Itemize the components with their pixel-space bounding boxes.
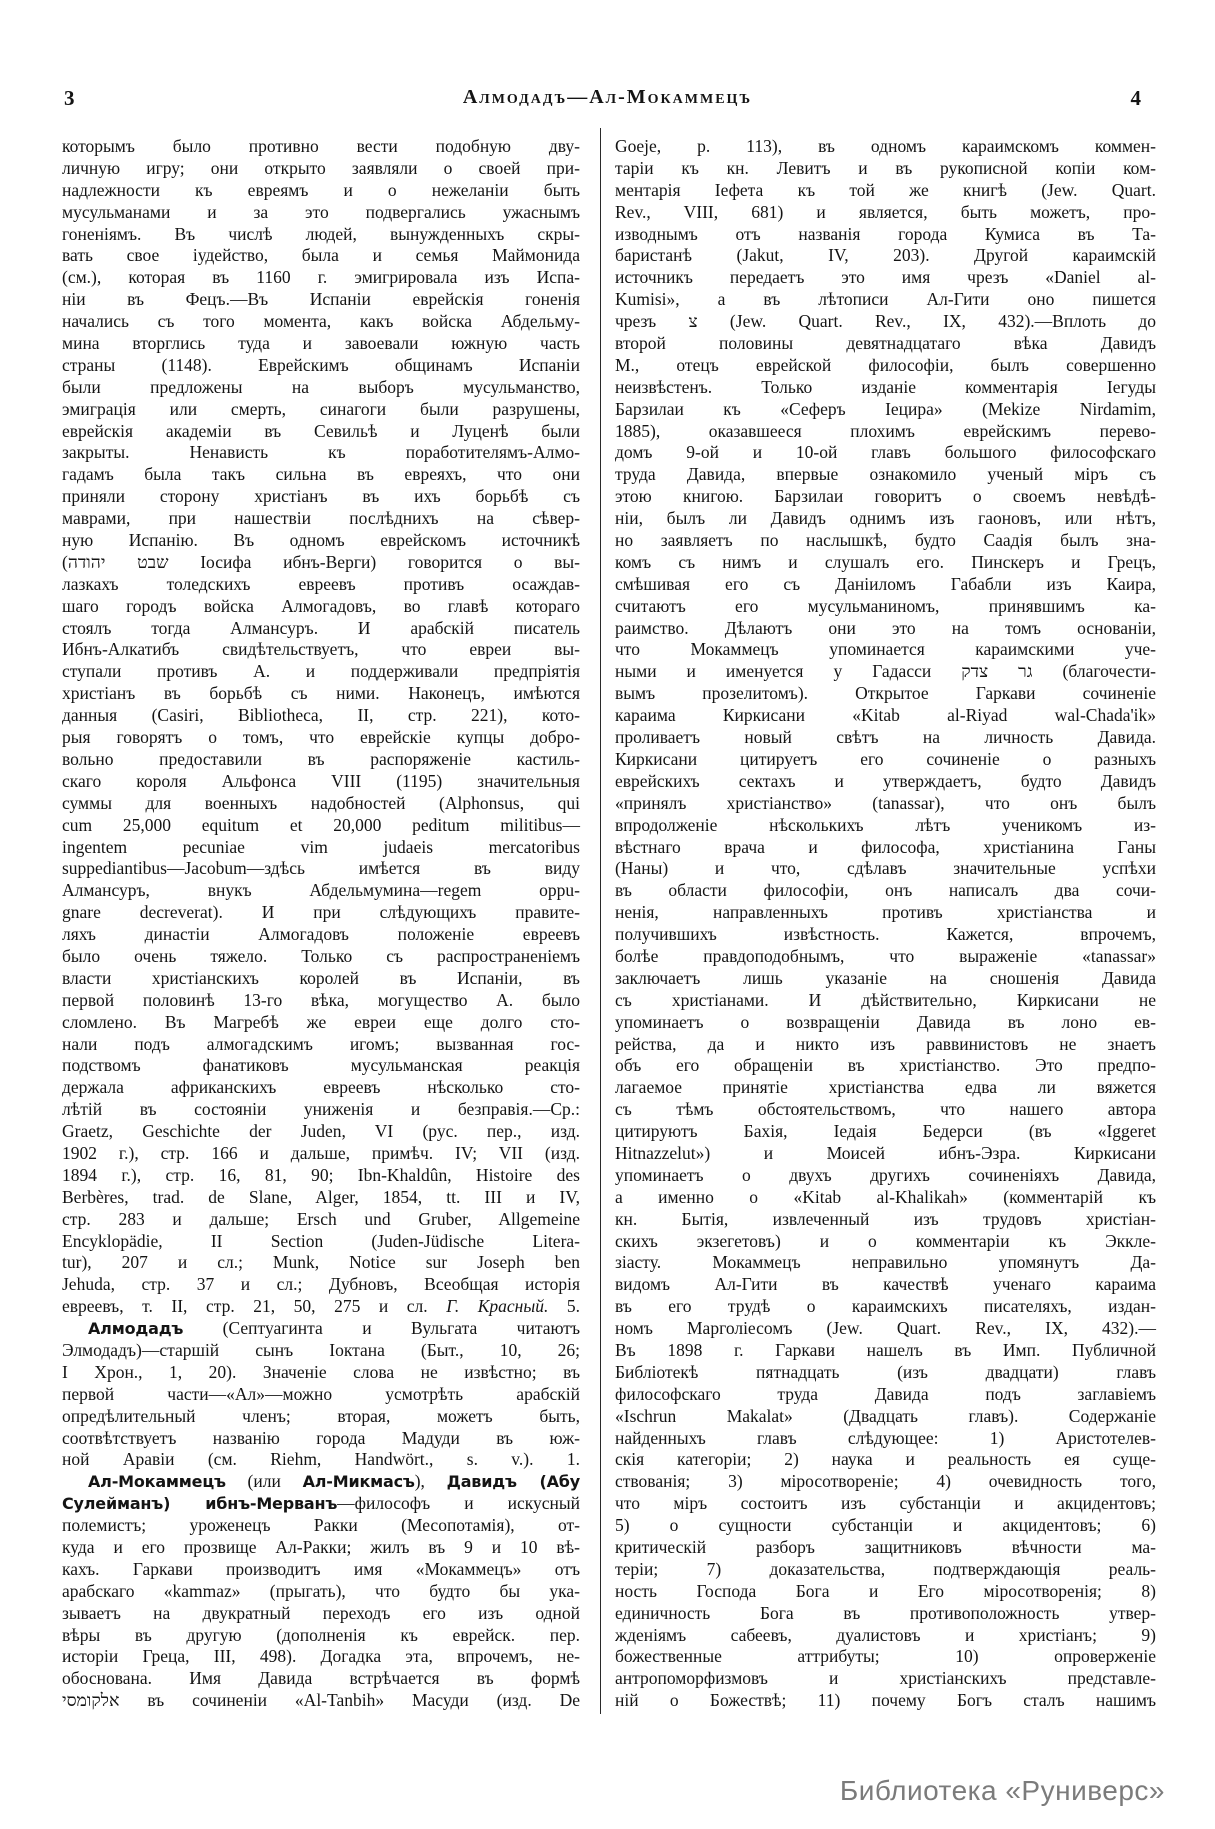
text-line: что Мокаммецъ упоминается караимскими уче- — [615, 639, 1156, 660]
text-line: cum 25,000 equitum et 20,000 peditum militibus— — [62, 814, 580, 835]
text-line: ными и именуется у Гадасси גר צדק (благочести- — [615, 661, 1157, 682]
text-line: сломлено. Въ Магребѣ же евреи еще долго сто- — [62, 1011, 580, 1032]
text-line: эмиграція или смерть, синагоги были разрушены, — [62, 398, 580, 419]
text-line: ную Испанію. Въ одномъ еврейскомъ источникѣ — [62, 530, 580, 551]
text-line: номъ Марголіесомъ (Jew. Quart. Rev., IX, 432).— — [615, 1318, 1156, 1339]
text-line: I Хрон., 1, 20). Значеніе слова не извѣстно; въ — [62, 1361, 580, 1382]
text-line: неизвѣстенъ. Только изданіе комментарія Іегуды — [615, 376, 1156, 397]
text-line: вымъ прозелитомъ). Открытое Гаркави сочиненіе — [615, 683, 1156, 704]
text-line: закрыты. Ненависть къ поработителямъ-Алмо- — [62, 442, 580, 463]
text-line: исторіи Греца, III, 498). Догадка эта, впрочемъ, не- — [62, 1646, 580, 1667]
text-line: приняли сторону христіанъ въ ихъ борьбѣ съ — [62, 486, 580, 507]
text-line: Rev., VIII, 681) и является, быть можетъ, про- — [615, 201, 1156, 222]
text-line: стр. 283 и дальше; Ersch und Gruber, Allgemeine — [62, 1208, 580, 1229]
text-line: гадамъ была такъ сильна въ евреяхъ, что они — [62, 464, 580, 485]
text-line: начались съ того момента, какъ войска Абдельму- — [62, 311, 580, 332]
text-line: вать свое іудейство, была и семья Маймонида — [62, 245, 580, 266]
text-line: караима Киркисани «Kitab al-Riyad wal-Chada'ik» — [615, 705, 1156, 726]
text-line: ляхъ династіи Алмогадовъ положеніе евреевъ — [62, 924, 580, 945]
text-line: кахъ. Гаркави производитъ имя «Мокаммецъ» отъ — [62, 1558, 580, 1579]
text-line: заключаетъ лишь указаніе на сношенія Давида — [615, 967, 1156, 988]
text-line: источникъ передаетъ это имя чрезъ «Daniel al- — [615, 267, 1156, 288]
text-line: что міръ состоитъ изъ субстанціи и акцидентовъ; — [615, 1493, 1156, 1514]
text-line: Goeje, p. 113), въ одномъ караимскомъ коммен- — [615, 136, 1156, 156]
page-header — [0, 86, 1215, 116]
text-line: полемистъ; уроженецъ Ракки (Месопотамія), от- — [62, 1515, 580, 1536]
text-line: лагаемое принятіе христіанства едва ли вяжется — [615, 1077, 1156, 1098]
text-line: опредѣлительный членъ; вторая, можетъ быть, — [62, 1405, 580, 1426]
text-line: tur), 207 и сл.; Munk, Notice sur Joseph ben — [62, 1252, 580, 1273]
text-line: шаго городъ войска Алмогадовъ, во главѣ котораго — [62, 595, 580, 616]
text-line: ствованія; 3) міросотвореніе; 4) очевидность того, — [615, 1471, 1156, 1492]
text-line: Berbères, trad. de Slane, Alger, 1854, tt. III и IV, — [62, 1186, 580, 1207]
left-page-number: 3 — [64, 86, 75, 110]
text-line: кн. Бытія, извлеченный изъ трудовъ христіан- — [615, 1208, 1156, 1229]
text-line: Kumisi», а въ лѣтописи Ал-Гити оно пишется — [615, 289, 1156, 310]
text-line: критическій разборъ защитниковъ вѣчности ма- — [615, 1537, 1156, 1557]
text-line: 1885), оказавшееся плохимъ еврейскимъ перево- — [615, 420, 1156, 441]
text-line: лѣтій въ состояніи униженія и безправія.—Ср.: — [62, 1099, 580, 1120]
text-line: было очень тяжело. Только съ распространеніемъ — [62, 945, 580, 966]
left-text-column — [62, 136, 580, 1712]
text-line: власти христіанскихъ королей въ Испаніи, въ — [62, 967, 580, 988]
text-line: христіанъ въ борьбѣ съ ними. Наконецъ, имѣются — [62, 683, 580, 704]
text-line: жденіямъ сабеевъ, дуалистовъ и христіанъ; 9) — [615, 1624, 1156, 1645]
text-line: изводнымъ отъ названія города Кумиса въ Та- — [615, 223, 1156, 244]
text-line: ній о Божествѣ; 11) почему Богъ сталъ нашимъ — [615, 1690, 1156, 1711]
text-line: найденныхъ главъ слѣдующее: 1) Аристотелев- — [615, 1427, 1156, 1448]
text-line: «Ischrun Makalat» (Двадцать главъ). Содержаніе — [615, 1405, 1156, 1426]
text-line: личную игру; они открыто заявляли о своей при- — [62, 157, 580, 178]
text-line: баристанѣ (Jakut, IV, 203). Другой караимскій — [615, 245, 1156, 266]
text-line: gnare decreverat). И при слѣдующихъ правите- — [62, 902, 580, 923]
text-line: евреевъ, т. II, стр. 21, 50, 275 и сл. Г. Красный. 5. — [62, 1296, 580, 1317]
right-page-number: 4 — [1130, 86, 1141, 110]
text-line: труда Давида, впервые ознакомило ученый міръ съ — [615, 464, 1156, 485]
text-line: второй половины девятнадцатаго вѣка Давидъ — [615, 333, 1156, 354]
text-line: вѣстнаго врача и философа, христіанина Ганы — [615, 836, 1156, 857]
text-line: «принялъ христіанство» (tanassar), что онъ былъ — [615, 792, 1156, 813]
text-line: подствомъ фанатиковъ мусульманская реакція — [62, 1055, 580, 1076]
text-line: Jehuda, стр. 37 и сл.; Дубновъ, Всеобщая исторія — [62, 1274, 580, 1295]
text-line: еврейскія академіи въ Севильѣ и Луценѣ были — [62, 420, 580, 441]
text-line: ность Господа Бога и Его міросотворенія; 8) — [615, 1580, 1156, 1601]
text-line: (Наны) и что, сдѣлавъ значительные успѣхи — [615, 858, 1156, 879]
text-line: Алмансуръ, внукъ Абдельмумина—regem oppu- — [62, 880, 580, 901]
text-line: ной Аравіи (см. Riehm, Handwört., s. v.). 1. — [62, 1449, 580, 1470]
text-line: Элмодадъ)—старшій сынъ Іоктана (Быт., 10, 26; — [62, 1339, 580, 1360]
text-line: первой половинѣ 13-го вѣка, могущество А. было — [62, 989, 580, 1010]
text-line: упоминаетъ о возвращеніи Давида въ лоно ев- — [615, 1011, 1156, 1032]
text-line: раимство. Дѣлаютъ они это на томъ основаніи, — [615, 617, 1156, 638]
text-line: мусульманами и за это подвергались ужаснымъ — [62, 201, 580, 222]
text-line: suppediantibus—Jacobum—здѣсь имѣется въ виду — [62, 858, 580, 879]
text-line: въ его трудѣ о караимскихъ писателяхъ, издан- — [615, 1296, 1156, 1317]
text-line: упоминаетъ о двухъ другихъ сочиненіяхъ Давида, — [615, 1164, 1156, 1185]
text-line: вѣры въ другую (дополненія къ еврейск. пер. — [62, 1624, 580, 1645]
text-line: таріи къ кн. Левитъ и въ рукописной копіи ком- — [615, 157, 1156, 178]
text-line: אלקומסי въ сочиненіи «Al-Tanbih» Масуди (изд. De — [62, 1690, 580, 1711]
text-line: Ал-Мокаммецъ (или Ал-Микмасъ), Давидъ (Абу — [88, 1471, 580, 1492]
text-line: М., отецъ еврейской философіи, былъ совершенно — [615, 354, 1156, 375]
text-line: ніи въ Фецъ.—Въ Испаніи еврейскія гоненія — [62, 289, 580, 310]
text-line: ступали противъ А. и поддерживали предпріятія — [62, 661, 580, 682]
right-text-column — [615, 136, 1156, 1712]
text-line: съ христіанами. И дѣйствительно, Киркисани не — [615, 989, 1156, 1010]
text-line: божественные аттрибуты; 10) опроверженіе — [615, 1646, 1156, 1667]
text-line: домъ 9-ой и 10-ой главъ большого философскаго — [615, 442, 1156, 463]
text-line: получившихъ извѣстность. Кажется, впрочемъ, — [615, 924, 1156, 945]
text-line: 1902 г.), стр. 166 и дальше, примѣч. IV; VII (изд. — [62, 1142, 580, 1163]
text-line: антропоморфизмовъ и христіанскихъ представле- — [615, 1668, 1156, 1689]
text-line: данныя (Casiri, Bibliotheca, II, стр. 221), кото- — [62, 705, 580, 726]
text-line: Въ 1898 г. Гаркави нашелъ въ Имп. Публичной — [615, 1339, 1156, 1360]
text-line: (שבט יהודה Іосифа ибнъ-Верги) говорится о вы- — [62, 551, 580, 572]
text-line: страны (1148). Еврейскимъ общинамъ Испаніи — [62, 354, 580, 375]
text-line: Киркисани цитируетъ его сочиненіе о разныхъ — [615, 748, 1156, 769]
text-line: которымъ было противно вести подобную дву- — [62, 136, 580, 156]
text-line: гоненіямъ. Въ числѣ людей, вынужденныхъ скры- — [62, 223, 580, 244]
text-line: считаютъ его мусульманиномъ, принявшимъ ка- — [615, 595, 1156, 616]
text-line: Сулейманъ) ибнъ-Мерванъ—философъ и искусный — [62, 1493, 580, 1514]
text-line: соотвѣтствуетъ названію города Мадуди въ юж- — [62, 1427, 580, 1448]
text-line: а именно о «Kitab al-Khalikah» (комментарій къ — [615, 1186, 1156, 1207]
text-line: скаго короля Альфонса VIII (1195) значительныя — [62, 770, 580, 791]
text-line: куда и его прозвище Ал-Ракки; жилъ въ 9 и 10 вѣ- — [62, 1537, 580, 1557]
text-line: вольно предоставили въ распоряженіе кастиль- — [62, 748, 580, 769]
text-line: ментарія Іефета къ той же книгѣ (Jew. Quart. — [615, 179, 1156, 200]
text-line: Алмодадъ (Септуагинта и Вульгата читаютъ — [88, 1318, 580, 1339]
text-line: ingentem pecuniae vim judaeis mercatoribus — [62, 836, 580, 857]
text-line: зіасту. Мокаммецъ неправильно упомянутъ Да- — [615, 1252, 1156, 1273]
text-line: ненія, направленныхъ противъ христіанства и — [615, 902, 1156, 923]
running-title: Алмодадъ—Ал-Мокаммецъ — [462, 86, 753, 108]
text-line: проливаетъ новый свѣтъ на личность Давида. — [615, 727, 1156, 748]
text-line: единичность Бога въ противоположность утвер- — [615, 1602, 1156, 1623]
text-line: обоснована. Имя Давида встрѣчается въ формѣ — [62, 1668, 580, 1689]
text-line: теріи; 7) доказательства, подтверждающія реаль- — [615, 1558, 1156, 1579]
text-line: надлежности къ евреямъ и о нежеланіи быть — [62, 179, 580, 200]
text-line: комъ съ нимъ и слушалъ его. Пинскеръ и Грецъ, — [615, 551, 1156, 572]
text-line: 1894 г.), стр. 16, 81, 90; Ibn-Khaldûn, Histoire des — [62, 1164, 580, 1185]
text-line: стоялъ тогда Алмансуръ. И арабскій писатель — [62, 617, 580, 638]
text-line: Graetz, Geschichte der Juden, VI (рус. пер., изд. — [62, 1121, 580, 1142]
library-watermark: Библиотека «Руниверс» — [839, 1775, 1165, 1806]
text-line: маврами, при нашествіи послѣднихъ на сѣвер- — [62, 508, 580, 529]
text-line: зываетъ на двукратный переходъ его изъ одной — [62, 1602, 580, 1623]
text-line: философскаго труда Давида подъ заглавіемъ — [615, 1383, 1156, 1404]
text-line: скихъ экзегетовъ) и о комментаріи къ Эккле- — [615, 1230, 1156, 1251]
text-line: цитируютъ Бахія, Іедаія Бедерси (въ «Iggeret — [615, 1121, 1156, 1142]
text-line: болѣе правдоподобнымъ, что выраженіе «tanassar» — [615, 945, 1156, 966]
text-line: этою книгою. Барзилаи говоритъ о своемъ невѣдѣ- — [615, 486, 1156, 507]
text-line: мина вторглись туда и завоевали южную часть — [62, 333, 580, 354]
text-line: лазкахъ толедскихъ евреевъ противъ осаждав- — [62, 573, 580, 594]
text-line: держала африканскихъ евреевъ нѣсколько сто- — [62, 1077, 580, 1098]
text-line: Барзилаи къ «Сеферъ Іецира» (Mekize Nirdamim, — [615, 398, 1156, 419]
text-line: Hitnazzelut») и Моисей ибнъ-Эзра. Киркисани — [615, 1142, 1156, 1163]
text-line: скія категоріи; 2) наука и реальность ея суще- — [615, 1449, 1156, 1470]
text-line: были предложены на выборъ мусульманство, — [62, 376, 580, 397]
text-line: рыя говорятъ о томъ, что еврейскіе купцы добро- — [62, 727, 580, 748]
text-line: впродолженіе нѣсколькихъ лѣтъ ученикомъ из- — [615, 814, 1156, 835]
text-line: (см.), которая въ 1160 г. эмигрировала изъ Испа- — [62, 267, 580, 288]
text-line: ніи, былъ ли Давидъ однимъ изъ гаоновъ, или нѣтъ, — [615, 508, 1156, 529]
text-line: нали подъ алмогадскимъ игомъ; вызванная гос- — [62, 1033, 580, 1054]
text-line: объ его обращеніи въ христіанство. Это предпо- — [615, 1055, 1156, 1076]
text-line: 5) о сущности субстанціи и акцидентовъ; 6) — [615, 1515, 1156, 1536]
text-line: смѣшивая его съ Даніиломъ Габабли изъ Каира, — [615, 573, 1156, 594]
text-line: чрезъ צ (Jew. Quart. Rev., IX, 432).—Вплоть до — [615, 311, 1157, 332]
text-line: видомъ Ал-Гити въ качествѣ ученаго караима — [615, 1274, 1156, 1295]
text-line: но заявляетъ по наслышкѣ, будто Саадія былъ зна- — [615, 530, 1156, 551]
text-line: рейства, да и никто изъ раввинистовъ не знаетъ — [615, 1033, 1156, 1054]
text-line: Библіотекѣ пятнадцать (изъ двадцати) главъ — [615, 1361, 1156, 1382]
text-line: первой части—«Ал»—можно усмотрѣть арабскій — [62, 1383, 580, 1404]
text-line: Ибнъ-Алкатибъ свидѣтельствуетъ, что евреи вы- — [62, 639, 580, 660]
text-line: суммы для военныхъ надобностей (Alphonsus, qui — [62, 792, 580, 813]
text-line: съ тѣмъ обстоятельствомъ, что нашего автора — [615, 1099, 1156, 1120]
text-line: въ области философіи, онъ написалъ два сочи- — [615, 880, 1156, 901]
text-line: арабскаго «kammaz» (прыгать), что будто бы ука- — [62, 1580, 580, 1601]
text-line: еврейскихъ сектахъ и утверждаетъ, будто Давидъ — [615, 770, 1156, 791]
column-divider-rule — [600, 128, 601, 1714]
text-line: Encyklopädie, II Section (Juden-Jüdische Litera- — [62, 1230, 580, 1251]
